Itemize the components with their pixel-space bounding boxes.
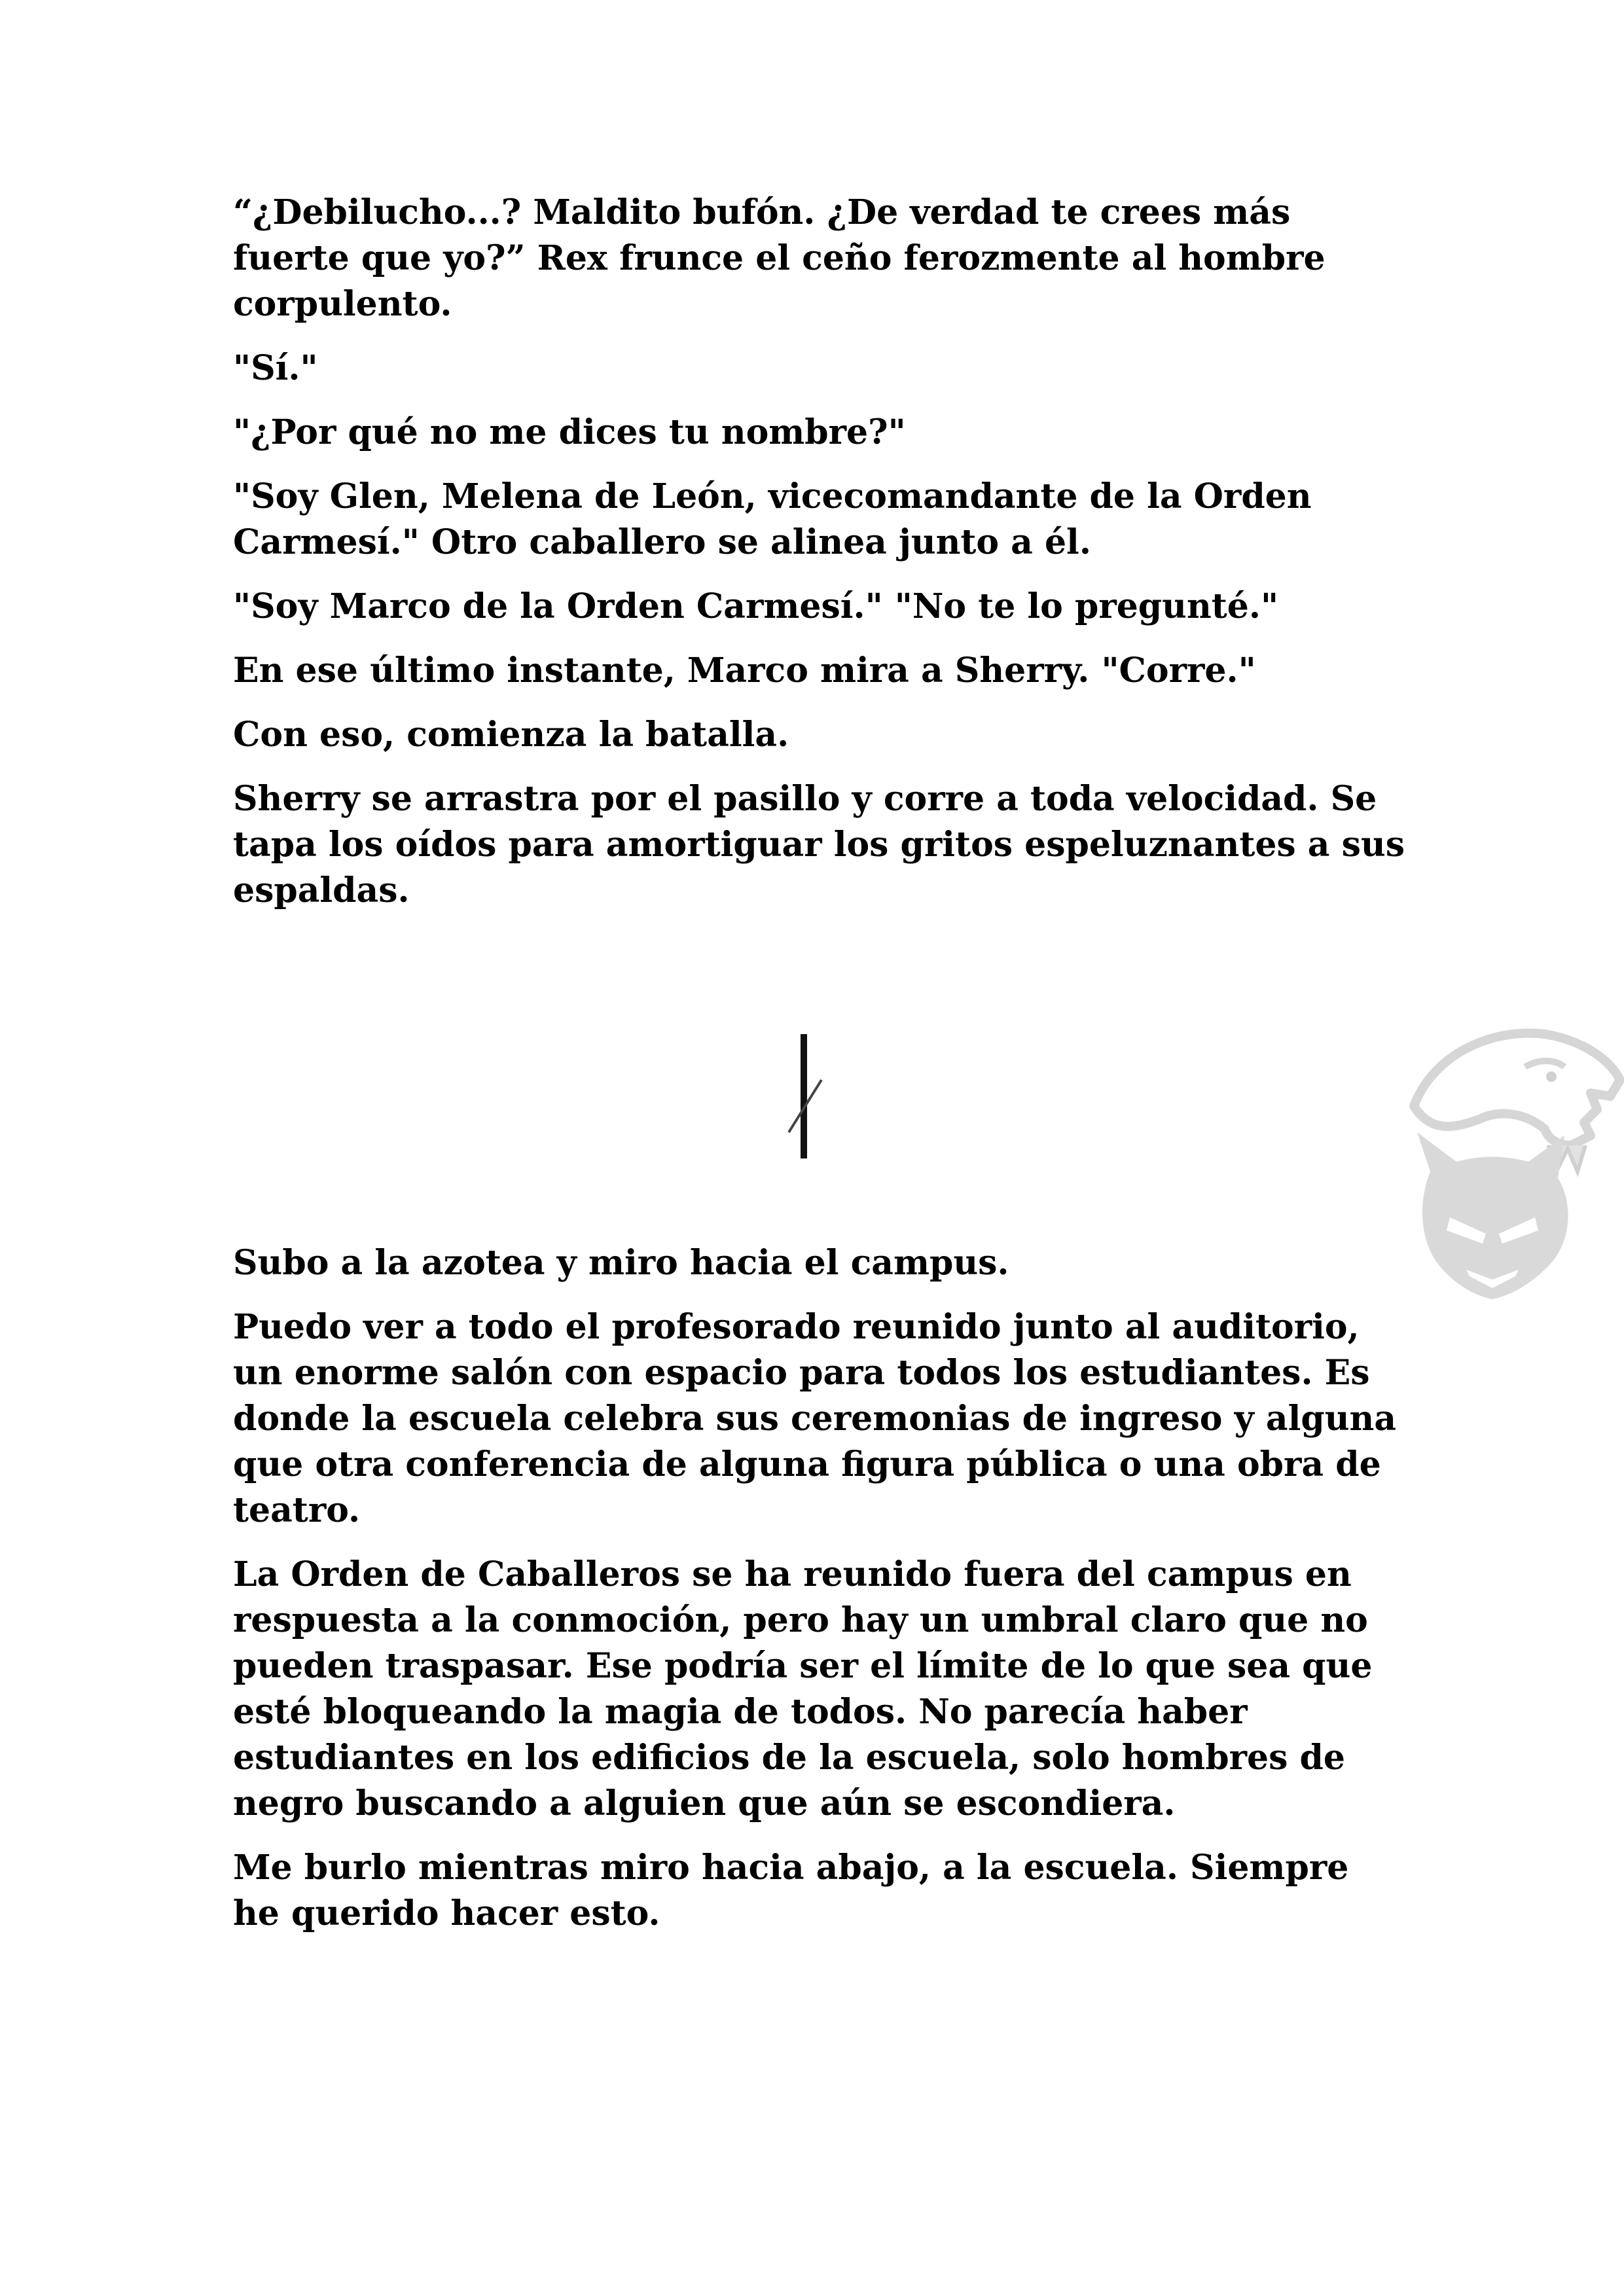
paragraph: "Soy Marco de la Orden Carmesí." "No te lo pregunté." xyxy=(233,586,1279,626)
paragraph: "¿Por qué no me dices tu nombre?" xyxy=(233,412,906,452)
paragraph: Sherry se arrastra por el pasillo y corre a toda velocidad. Se tapa los oídos para amortiguar los gritos espeluznantes a sus espaldas. xyxy=(233,779,1405,910)
text-section-one xyxy=(233,190,1405,932)
paragraph: Subo a la azotea y miro hacia el campus. xyxy=(233,1243,1009,1283)
paragraph: Me burlo mientras miro hacia abajo, a la escuela. Siempre he querido hacer esto. xyxy=(233,1848,1349,1933)
paragraph: "Sí." xyxy=(233,348,318,388)
paragraph: La Orden de Caballeros se ha reunido fuera del campus en respuesta a la conmoción, pero hay un umbral claro que no pueden traspasar. Ese podría ser el límite de lo que sea que esté bloqueando la magia de todos. No parecía haber estudiantes en los edificios de la escuela, solo hombres de negro buscando a alguien que aún se escondiera. xyxy=(233,1554,1373,1823)
text-section-two xyxy=(233,1240,1405,1955)
section-divider-icon xyxy=(782,1034,828,1158)
paragraph: Con eso, comienza la batalla. xyxy=(233,715,789,755)
paragraph: En ese último instante, Marco mira a Sherry. "Corre." xyxy=(233,651,1256,691)
dinosaur-devil-watermark-icon xyxy=(1394,982,1624,1309)
paragraph: Puedo ver a todo el profesorado reunido junto al auditorio, un enorme salón con espacio para todos los estudiantes. Es donde la escuela celebra sus ceremonias de ingreso y alguna que otra conferencia de alguna figura pública o una obra de teatro. xyxy=(233,1307,1397,1530)
paragraph: “¿Debilucho...? Maldito bufón. ¿De verdad te crees más fuerte que yo?” Rex frunce el ceño ferozmente al hombre corpulento. xyxy=(233,192,1326,324)
paragraph: "Soy Glen, Melena de León, vicecomandante de la Orden Carmesí." Otro caballero se alinea junto a él. xyxy=(233,476,1312,562)
